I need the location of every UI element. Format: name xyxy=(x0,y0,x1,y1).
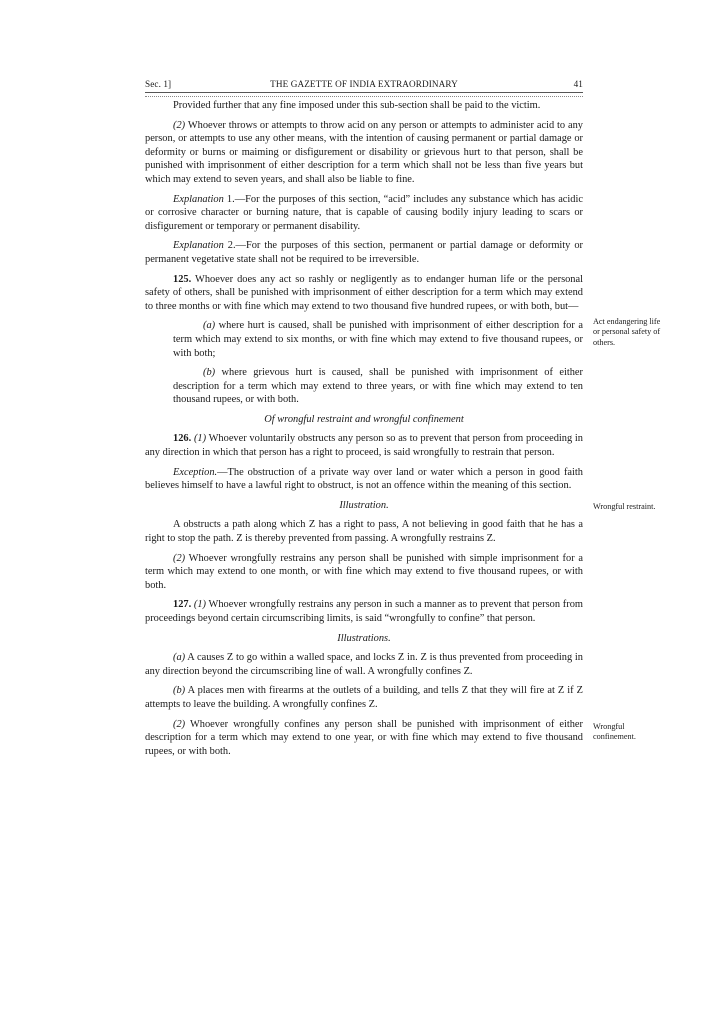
chapter-subheading: Of wrongful restraint and wrongful confinement xyxy=(264,413,464,425)
clause-number: (2) xyxy=(173,119,186,131)
subsection-number: (2) xyxy=(173,718,186,730)
illustration-b xyxy=(145,684,583,711)
subsection-number: (1) xyxy=(193,433,207,445)
explanation-label: Explanation xyxy=(173,240,224,252)
section-text: Whoever voluntarily obstructs any person so as to prevent that person from proceeding in any direction in which that person has a right to proceed, is said wrongfully to restrain that person. xyxy=(145,433,583,459)
section-text: Whoever wrongfully confines any person shall be punished with imprisonment of either description for a term which may extend to one year, or with fine which may extend to five thousand rupees, or with both. xyxy=(145,718,583,757)
margin-note-125: Act endangering life or personal safety of others. xyxy=(593,317,661,347)
section-text: Whoever does any act so rashly or negligently as to endanger human life or the personal safety of others, shall be punished with imprisonment of either description for a term which may extend to three months or with fine which may extend to two thousand five hundred rupees, or with both, but— xyxy=(145,273,583,312)
clause-label: (a) xyxy=(203,320,216,332)
explanation-1 xyxy=(145,193,583,234)
clause-text: Whoever throws or attempts to throw acid on any person or attempts to administer acid to any person, or attempts to use any other means, with the intention of causing permanent or partial damage or deformity or burns or maiming or disfigurement or disability or grievous hurt to that person, shall be punished with imprisonment of either description for a term which shall not be less than five years but which may extend to seven years, and shall also be liable to fine. xyxy=(145,119,583,185)
clause-text: where grievous hurt is caused, shall be punished with imprisonment of either description for a term which may extend to three years, or with fine which may extend to ten thousand rupees, or with both. xyxy=(173,367,583,406)
section-number: 127. xyxy=(173,599,192,611)
section-marker: Sec. 1] xyxy=(145,79,172,89)
section-number: 126. xyxy=(173,433,192,445)
document-body xyxy=(145,99,583,764)
section-126-subsection-2 xyxy=(145,552,583,593)
explanation-2 xyxy=(145,239,583,266)
section-number: 125. xyxy=(173,273,192,285)
section-126 xyxy=(145,432,583,459)
illustration-heading: Illustration. xyxy=(339,499,389,511)
explanation-label: Explanation xyxy=(173,193,224,205)
page-header xyxy=(145,79,583,93)
subsection-number: (2) xyxy=(173,552,186,564)
clause-label: (b) xyxy=(203,367,216,379)
exception-label: Exception. xyxy=(173,466,218,478)
section-127 xyxy=(145,598,583,625)
margin-note-126: Wrongful restraint. xyxy=(593,502,656,511)
section-125-clause-a xyxy=(173,319,583,360)
section-text: Whoever wrongfully restrains any person in such a manner as to prevent that person from proceedings beyond certain circumscribing limits, is said “wrongfully to confine” that person. xyxy=(145,599,583,624)
page-number: 41 xyxy=(573,79,583,89)
illustration-paragraph: A obstructs a path along which Z has a right to pass, A not believing in good faith that he has a right to stop the path. Z is thereby prevented from passing. A wrongfully restrains Z. xyxy=(145,519,583,545)
section-text: Whoever wrongfully restrains any person shall be punished with simple imprisonment for a term which may extend to one month, or with fine which may extend to five thousand rupees, or with both. xyxy=(145,552,583,591)
section-127-subsection-2 xyxy=(145,718,583,759)
section-125 xyxy=(145,273,583,314)
illustrations-heading: Illustrations. xyxy=(337,632,391,644)
illustration-text: A places men with firearms at the outlets of a building, and tells Z that they will fire at Z if Z attempts to leave the building. A wrongfully confines Z. xyxy=(145,685,583,710)
exception-text: —The obstruction of a private way over land or water which a person in good faith believes himself to have a lawful right to obstruct, is not an offence within the meaning of this section. xyxy=(145,466,583,492)
clause-text: where hurt is caused, shall be punished with imprisonment of either description for a term which may extend to six months, or with fine which may extend to five thousand rupees, or with both; xyxy=(173,320,583,359)
explanation-text: 1.—For the purposes of this section, “acid” includes any substance which has acidic or corrosive character or burning nature, that is capable of causing bodily injury leading to scars or disfigurement or temporary or permanent disability. xyxy=(145,193,583,232)
illustration-label: (a) xyxy=(173,652,186,664)
section-125-clause-b xyxy=(173,366,583,407)
gazette-title: THE GAZETTE OF INDIA EXTRAORDINARY xyxy=(270,79,458,89)
illustration-text: A causes Z to go within a walled space, and locks Z in. Z is thus prevented from proceeding in any direction beyond the circumscribing line of wall. A wrongfully confines Z. xyxy=(145,652,583,677)
exception-paragraph xyxy=(145,466,583,493)
margin-note-127: Wrongful confinement. xyxy=(593,722,636,742)
paragraph-acid-attack xyxy=(145,119,583,187)
illustration-label: (b) xyxy=(173,685,186,697)
illustration-a xyxy=(145,651,583,678)
proviso-paragraph: Provided further that any fine imposed under this sub-section shall be paid to the victim. xyxy=(173,100,541,111)
subsection-number: (1) xyxy=(193,599,207,611)
header-rule xyxy=(145,92,583,97)
explanation-text: 2.—For the purposes of this section, permanent or partial damage or deformity or permanent vegetative state shall not be required to be irreversible. xyxy=(145,240,583,265)
